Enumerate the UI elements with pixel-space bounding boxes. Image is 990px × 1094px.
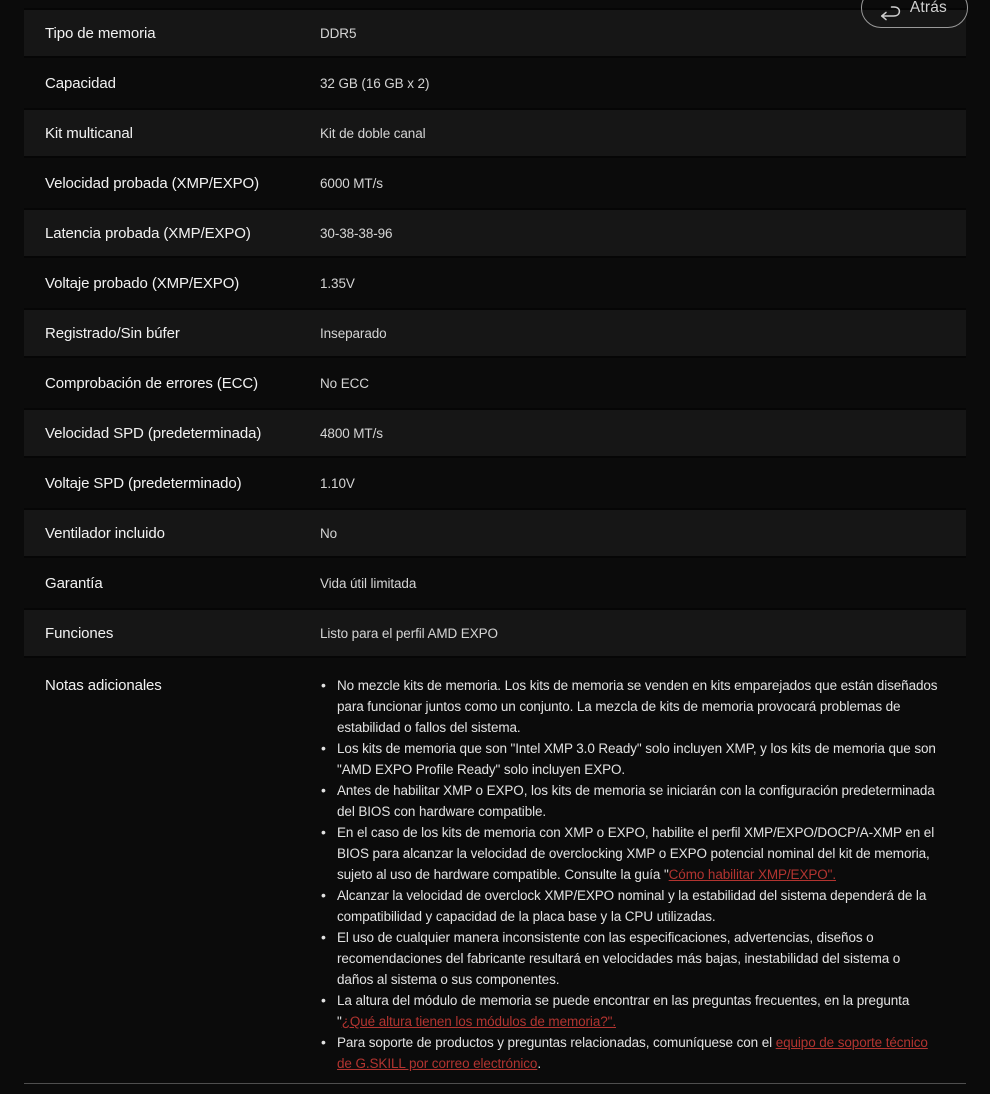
notes-content	[320, 675, 948, 1074]
note-text: El uso de cualquier manera inconsistente con las especificaciones, advertencias, diseños o recomendaciones del fabricante resultará en velocidades más bajas, inestabilidad del sistema o daños al sistema o sus componentes.	[337, 930, 901, 987]
spec-label: Velocidad probada (XMP/EXPO)	[45, 174, 259, 192]
back-button-label: Atrás	[909, 0, 947, 16]
note-text: Alcanzar la velocidad de overclock XMP/EXPO nominal y la estabilidad del sistema dependerá de la compatibilidad y capacidad de la placa base y la CPU utilizadas.	[337, 888, 927, 924]
spec-value: Inseparado	[320, 325, 387, 341]
spec-label: Kit multicanal	[45, 124, 133, 142]
bottom-divider	[24, 1083, 966, 1084]
note-text: Para soporte de productos y preguntas relacionadas, comuníquese con el	[337, 1035, 776, 1050]
spec-value: No ECC	[320, 375, 369, 391]
spec-label: Tipo de memoria	[45, 24, 156, 42]
spec-value: 6000 MT/s	[320, 175, 383, 191]
note-link[interactable]: equipo de soporte técnico de G.SKILL por correo electrónico	[337, 1035, 928, 1071]
spec-label: Notas adicionales	[45, 677, 162, 694]
spec-value: Vida útil limitada	[320, 575, 417, 591]
spec-row	[24, 558, 966, 608]
spec-row	[24, 308, 966, 358]
spec-value: No	[320, 525, 338, 541]
note-text: En el caso de los kits de memoria con XMP o EXPO, habilite el perfil XMP/EXPO/DOCP/A-XMP en el BIOS para alcanzar la velocidad de overclocking XMP o EXPO potencial nominal del kit de memoria, sujeto al uso de hardware compatible. Consulte la guía "	[337, 825, 935, 882]
note-link[interactable]: ¿Qué altura tienen los módulos de memoria?".	[341, 1014, 616, 1029]
note-item	[320, 927, 938, 990]
spec-value: 4800 MT/s	[320, 425, 383, 441]
note-item	[320, 675, 938, 738]
note-link[interactable]: Cómo habilitar XMP/EXPO".	[668, 867, 837, 882]
spec-row	[24, 608, 966, 658]
spec-value: 32 GB (16 GB x 2)	[320, 75, 430, 91]
spec-label: Funciones	[45, 624, 114, 642]
spec-row	[24, 58, 966, 108]
note-text: Antes de habilitar XMP o EXPO, los kits de memoria se iniciarán con la configuración predeterminada del BIOS con hardware compatible.	[337, 783, 935, 819]
spec-row	[24, 258, 966, 308]
note-item	[320, 1032, 938, 1074]
spec-label: Capacidad	[45, 74, 116, 92]
back-button[interactable]	[861, 0, 968, 28]
note-text: .	[537, 1056, 541, 1071]
note-item	[320, 738, 938, 780]
spec-label: Garantía	[45, 574, 103, 592]
spec-value: DDR5	[320, 25, 357, 41]
spec-label: Ventilador incluido	[45, 524, 165, 542]
spec-value: Kit de doble canal	[320, 125, 426, 141]
spec-row	[24, 408, 966, 458]
spec-row-notes	[24, 658, 966, 1082]
note-text: No mezcle kits de memoria. Los kits de memoria se venden en kits emparejados que están diseñados para funcionar juntos como un conjunto. La mezcla de kits de memoria provocará problemas de estabilidad o fallos del sistema.	[337, 678, 938, 735]
spec-value: 1.10V	[320, 475, 355, 491]
spec-value: 1.35V	[320, 275, 355, 291]
spec-value: 30-38-38-96	[320, 225, 393, 241]
undo-arrow-icon	[880, 0, 901, 21]
spec-label: Velocidad SPD (predeterminada)	[45, 424, 262, 442]
spec-row	[24, 208, 966, 258]
spec-row	[24, 158, 966, 208]
spec-row	[24, 458, 966, 508]
spec-table	[24, 8, 966, 1082]
note-text: La altura del módulo de memoria se puede encontrar en las preguntas frecuentes, en la pregunta "	[337, 993, 910, 1029]
spec-label: Voltaje SPD (predeterminado)	[45, 474, 242, 492]
notes-list	[320, 675, 938, 1074]
note-item	[320, 780, 938, 822]
spec-row	[24, 508, 966, 558]
note-item	[320, 990, 938, 1032]
spec-row	[24, 358, 966, 408]
spec-label: Comprobación de errores (ECC)	[45, 374, 259, 392]
note-item	[320, 822, 938, 885]
spec-value: Listo para el perfil AMD EXPO	[320, 625, 498, 641]
spec-row	[24, 8, 966, 58]
spec-row	[24, 108, 966, 158]
spec-label: Voltaje probado (XMP/EXPO)	[45, 274, 240, 292]
spec-label: Latencia probada (XMP/EXPO)	[45, 224, 251, 242]
note-item	[320, 885, 938, 927]
spec-label: Registrado/Sin búfer	[45, 324, 180, 342]
note-text: Los kits de memoria que son "Intel XMP 3.0 Ready" solo incluyen XMP, y los kits de memoria que son "AMD EXPO Profile Ready" solo incluyen EXPO.	[337, 741, 936, 777]
